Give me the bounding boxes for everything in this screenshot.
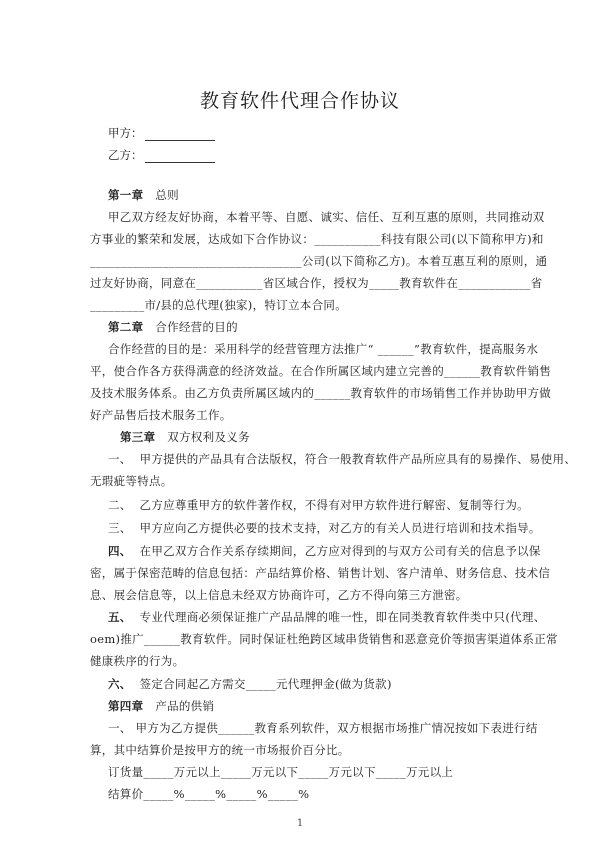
ch3-item-text: 甲方应向乙方提供必要的技术支持，对乙方的有关人员进行培训和技术指导。 [139,521,541,535]
chapter-3-heading [120,429,250,445]
ch2-line: 合作经营的目的是：采用科学的经营管理方法推广“ ______”教育软件，提高服务水 [108,342,539,356]
chapter-4-number: 第四章 [108,699,144,713]
party-a-blank [145,128,215,141]
ch3-item-text: 乙方应尊重甲方的软件著作权，不得有对甲方软件进行解密、复制等行为。 [139,498,529,512]
ch1-line: _________市/县的总代理(独家)，特订立本合同。 [90,298,347,312]
ch3-item-4-cont: 息、展会信息等，以上信息未经双方协商许可，乙方不得向第三方泄密。 [90,588,468,602]
ch3-item-5 [108,609,546,625]
ch3-item-text: 专业代理商必须保证推广产品品牌的唯一性，即在同类教育软件类中只(代理、 [139,610,546,624]
order-quantity-row: 订货量_____万元以上_____万元以下_____万元以下_____万元以上 [108,765,454,779]
chapter-2-heading [108,319,238,335]
ch3-item-4 [108,543,541,559]
ch2-line: 及技术服务体系。由乙方负责所属区域内的______教育软件的市场销售工作并协助甲方做 [90,386,552,400]
ch3-item-3 [108,520,541,536]
ch3-item-5-cont: 健康秩序的行为。 [90,654,185,668]
party-a-line [108,125,215,141]
party-b-label: 乙方： [108,148,143,162]
ch1-line: ___________________________________公司(以下简称乙方)。本着互惠互利的原则，通 [90,254,548,268]
ch1-line: 甲乙双方经友好协商，本着平等、自愿、诚实、信任、互利互惠的原则，共同推动双 [108,210,545,224]
chapter-1-number: 第一章 [108,188,144,202]
ch4-line: 一、 甲方为乙方提供______教育系列软件，双方根据市场推广情况按如下表进行结 [108,721,538,735]
party-b-line [108,147,215,163]
ch3-item-4-cont: 密，属于保密范畴的信息包括：产品结算价格、销售计划、客户清单、财务信息、技术信 [90,566,551,580]
ch3-item-number: 二、 [108,498,132,512]
chapter-2-number: 第二章 [108,320,144,334]
party-b-blank [145,150,215,163]
chapter-2-title: 合作经营的目的 [155,320,238,334]
ch1-line: 过友好协商，同意在___________省区域合作，授权为_____教育软件在____________省 [90,276,543,290]
ch3-item-number: 六、 [108,677,132,691]
ch2-line: 好产品售后技术服务工作。 [90,408,232,422]
chapter-4-heading [108,698,214,714]
ch3-item-6 [108,676,392,692]
chapter-4-title: 产品的供销 [155,699,215,713]
chapter-3-number: 第三章 [120,430,156,444]
party-a-label: 甲方： [108,126,143,140]
ch3-item-number: 五、 [108,610,132,624]
ch1-line: 方事业的繁荣和发展，达成如下合作协议：___________科技有限公司(以下简称甲方)和 [90,232,544,246]
page-number: 1 [296,818,304,829]
chapter-1-title: 总则 [155,188,179,202]
ch3-item-text: 甲方提供的产品具有合法版权，符合一般教育软件产品所应具有的易操作、易使用、 [139,452,577,466]
document-title: 教育软件代理合作协议 [199,90,400,112]
ch2-line: 平，使合作各方获得满意的经济效益。在合作所属区域内建立完善的______教育软件销售 [90,364,552,378]
ch3-item-number: 四、 [108,544,132,558]
ch3-item-number: 一、 [108,452,132,466]
settlement-price-row: 结算价_____%_____%_____%_____% [108,787,310,801]
ch3-item-1-cont: 无瑕疵等特点。 [90,474,173,488]
ch3-item-number: 三、 [108,521,132,535]
chapter-3-title: 双方权利及义务 [167,430,250,444]
ch3-item-5-cont: oem)推广______教育软件。同时保证杜绝跨区域串货销售和恶意竞价等损害渠道体系正常 [90,632,558,646]
ch3-item-1 [108,451,576,467]
ch4-line: 算，其中结算价是按甲方的统一市场报价百分比。 [90,743,350,757]
ch3-item-text: 签定合同起乙方需交_____元代理押金(做为货款) [139,677,392,691]
chapter-1-heading [108,187,179,203]
ch3-item-2 [108,497,529,513]
ch3-item-text: 在甲乙双方合作关系存续期间，乙方应对得到的与双方公司有关的信息予以保 [139,544,541,558]
